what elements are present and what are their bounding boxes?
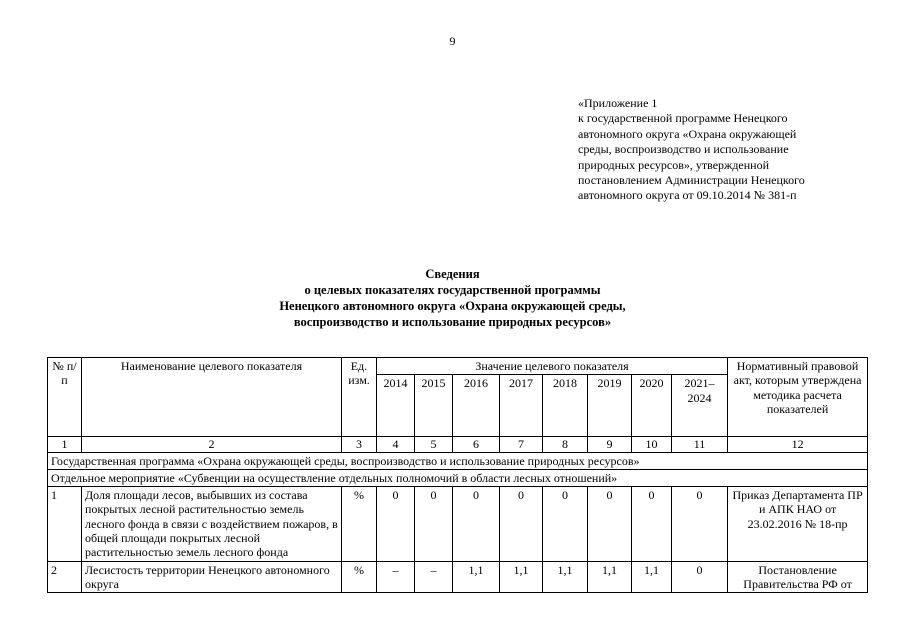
row-value: –	[377, 561, 415, 593]
row-num: 2	[48, 561, 82, 593]
header-year: 2021–2024	[672, 375, 728, 437]
column-number: 9	[588, 437, 632, 452]
row-value: 0	[415, 487, 453, 561]
appendix-line: к государственной программе Ненецкого	[578, 111, 788, 126]
row-name: Лесистость территории Ненецкого автономного округа	[82, 561, 342, 593]
row-value: 0	[588, 487, 632, 561]
row-value: 0	[672, 487, 728, 561]
row-num: 1	[48, 487, 82, 561]
row-act: Постановление Правительства РФ от	[728, 561, 868, 593]
column-number: 7	[500, 437, 543, 452]
header-unit: Ед. изм.	[342, 358, 377, 437]
appendix-line: природных ресурсов», утвержденной	[578, 157, 770, 172]
row-value: 1,1	[543, 561, 588, 593]
row-value: 0	[672, 561, 728, 593]
title-line: воспроизводство и использование природных ресурсов»	[293, 315, 612, 329]
column-number: 2	[82, 437, 342, 452]
appendix-line: «Приложение 1	[578, 96, 658, 110]
header-act: Нормативный правовой акт, которым утверждена методика расчета показателей	[728, 358, 868, 437]
table-row	[48, 487, 868, 561]
header-year: 2017	[500, 375, 543, 437]
header-values-group: Значение целевого показателя	[377, 358, 728, 375]
appendix-note	[578, 96, 878, 204]
header-num: № п/п	[48, 358, 82, 437]
appendix-line: среды, воспроизводство и использование	[578, 142, 789, 157]
row-value: 1,1	[453, 561, 500, 593]
table-row	[48, 561, 868, 593]
header-year: 2016	[453, 375, 500, 437]
page-number: 9	[449, 34, 456, 48]
appendix-line: автономного округа от 09.10.2014 № 381-п	[578, 188, 797, 203]
row-value: 0	[500, 487, 543, 561]
column-number: 10	[632, 437, 672, 452]
title-line: Ненецкого автономного округа «Охрана окружающей среды,	[279, 299, 626, 313]
row-value: 0	[632, 487, 672, 561]
column-number: 4	[377, 437, 415, 452]
row-value: 0	[543, 487, 588, 561]
appendix-line: автономного округа «Охрана окружающей	[578, 126, 797, 141]
header-year: 2015	[415, 375, 453, 437]
column-number: 1	[48, 437, 82, 452]
row-value: 1,1	[588, 561, 632, 593]
row-act: Приказ Департамента ПР и АПК НАО от 23.02.2016 № 18-пр	[728, 487, 868, 561]
header-year: 2019	[588, 375, 632, 437]
column-number: 11	[672, 437, 728, 452]
column-number: 8	[543, 437, 588, 452]
title-line: Сведения	[425, 267, 480, 281]
header-row	[48, 358, 868, 375]
title-line: о целевых показателях государственной программы	[304, 283, 601, 297]
row-name: Доля площади лесов, выбывших из состава покрытых лесной растительностью земель лесного фонда в связи с воздействием пожаров, в общей площади покрытых лесной растительностью земель лесного фонда	[82, 487, 342, 561]
row-value: 1,1	[632, 561, 672, 593]
appendix-line: постановлением Администрации Ненецкого	[578, 173, 805, 188]
header-year: 2020	[632, 375, 672, 437]
column-number: 6	[453, 437, 500, 452]
header-name: Наименование целевого показателя	[82, 358, 342, 437]
row-value: 0	[377, 487, 415, 561]
header-year: 2014	[377, 375, 415, 437]
program-title: Государственная программа «Охрана окружающей среды, воспроизводство и использование природных ресурсов»	[48, 452, 868, 469]
document-title	[0, 266, 905, 330]
header-year: 2018	[543, 375, 588, 437]
column-number: 5	[415, 437, 453, 452]
row-value: 0	[453, 487, 500, 561]
column-number: 12	[728, 437, 868, 452]
column-number: 3	[342, 437, 377, 452]
column-number-row	[48, 437, 868, 452]
row-unit: %	[342, 561, 377, 593]
row-value: –	[415, 561, 453, 593]
measure-row	[48, 469, 868, 486]
indicators-table	[47, 357, 868, 593]
row-value: 1,1	[500, 561, 543, 593]
measure-title: Отдельное мероприятие «Субвенции на осуществление отдельных полномочий в области лесных отношений»	[48, 469, 868, 486]
program-row	[48, 452, 868, 469]
row-unit: %	[342, 487, 377, 561]
